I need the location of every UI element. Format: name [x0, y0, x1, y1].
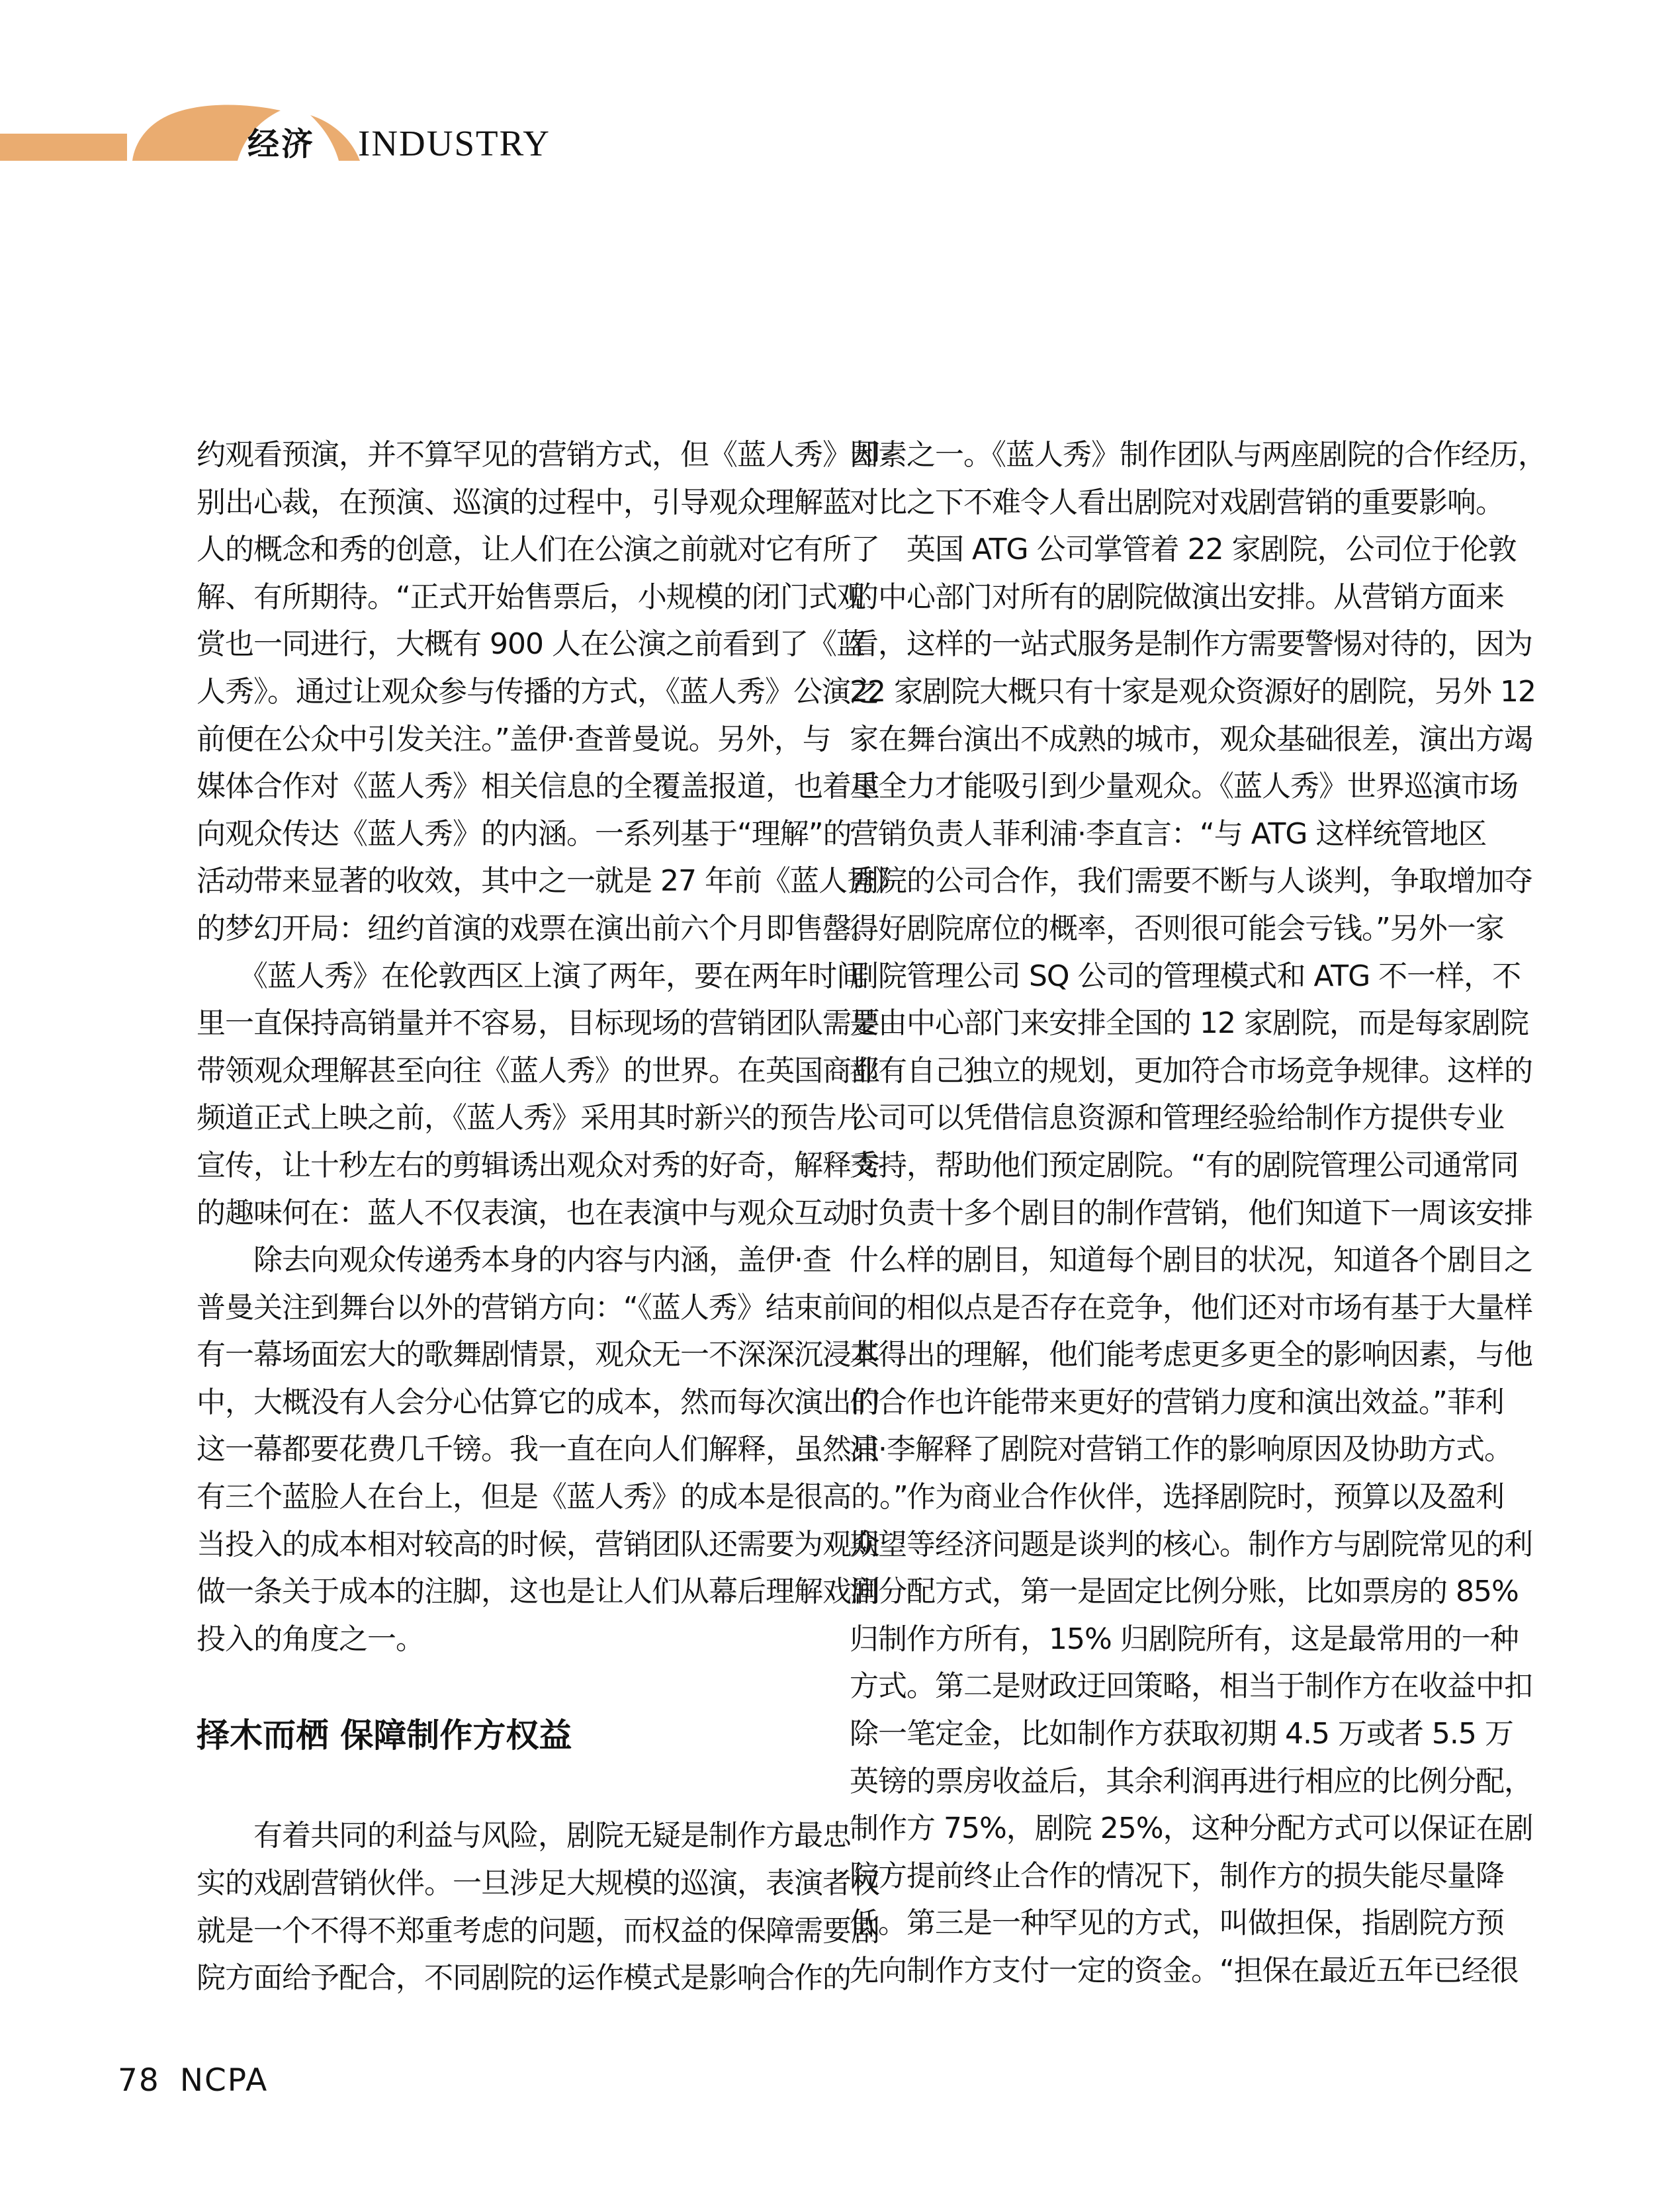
text-line: 是由中心部门来安排全国的 12 家剧院，而是每家剧院	[850, 1006, 1528, 1041]
text-line: 解、有所期待。“正式开始售票后，小规模的闭门式观	[197, 580, 865, 614]
text-line: 方式。第二是财政迂回策略，相当于制作方在收益中扣	[850, 1669, 1532, 1704]
text-line: 们合作也许能带来更好的营销力度和演出效益。”菲利	[850, 1385, 1504, 1419]
right-column-text-block	[850, 431, 1546, 1995]
text-line: 前便在公众中引发关注。”盖伊·查普曼说。另外，与	[197, 722, 831, 756]
section-category-en: INDUSTRY	[358, 123, 551, 163]
text-line: 的梦幻开局：纽约首演的戏票在演出前六个月即售罄。	[197, 911, 879, 945]
text-line: 的趣味何在：蓝人不仅表演，也在表演中与观众互动。	[197, 1196, 879, 1230]
text-line: 制作方 75%，剧院 25%，这种分配方式可以保证在剧	[850, 1812, 1533, 1846]
text-line: 剧院的公司合作，我们需要不断与人谈判，争取增加夺	[850, 864, 1532, 898]
text-line: 都有自己独立的规划，更加符合市场竞争规律。这样的	[850, 1053, 1532, 1088]
text-line: 润分配方式，第一是固定比例分账，比如票房的 85%	[850, 1575, 1519, 1609]
text-line: 院方面给予配合，不同剧院的运作模式是影响合作的	[197, 1961, 851, 1995]
text-line: 除去向观众传递秀本身的内容与内涵，盖伊·查	[197, 1243, 831, 1278]
text-line: 人秀》。通过让观众参与传播的方式，《蓝人秀》公演之	[197, 674, 879, 709]
text-line: 《蓝人秀》在伦敦西区上演了两年，要在两年时间	[197, 959, 865, 993]
text-line: 先向制作方支付一定的资金。“担保在最近五年已经很	[850, 1954, 1519, 1988]
text-line: 有三个蓝脸人在台上，但是《蓝人秀》的成本是很高的。”	[197, 1480, 908, 1514]
left-column-text-block	[197, 431, 908, 1663]
text-line: 中，大概没有人会分心估算它的成本，然而每次演出的	[197, 1385, 879, 1419]
text-line: 普曼关注到舞台以外的营销方向：“《蓝人秀》结束前	[197, 1290, 851, 1325]
text-line: 的中心部门对所有的剧院做演出安排。从营销方面来	[850, 580, 1504, 614]
text-line: 投入的角度之一。	[197, 1622, 424, 1656]
text-line: 22 家剧院大概只有十家是观众资源好的剧院，另外 12	[850, 674, 1536, 709]
header-swoosh-icon	[0, 0, 543, 198]
text-line: 赏也一同进行，大概有 900 人在公演之前看到了《蓝	[197, 627, 865, 662]
section-category-cn: 经济	[247, 126, 316, 163]
section-heading: 择木而栖 保障制作方权益	[197, 1716, 572, 1755]
text-line: 剧院管理公司 SQ 公司的管理模式和 ATG 不一样，不	[850, 959, 1521, 993]
text-line: 这一幕都要花费几千镑。我一直在向人们解释，虽然只	[197, 1432, 879, 1467]
text-line: 做一条关于成本的注脚，这也是让人们从幕后理解戏剧	[197, 1575, 879, 1609]
left-column-text-block-after-heading	[197, 1812, 879, 2001]
text-line: 低。第三是一种罕见的方式，叫做担保，指剧院方预	[850, 1906, 1504, 1941]
publication-name: NCPA	[179, 2062, 269, 2099]
text-line: 宣传，让十秒左右的剪辑诱出观众对秀的好奇，解释秀	[197, 1148, 879, 1182]
text-line: 归制作方所有，15% 归剧院所有，这是最常用的一种	[850, 1622, 1519, 1656]
text-line: 得好剧院席位的概率，否则很可能会亏钱。”另外一家	[850, 911, 1504, 945]
text-line: 媒体合作对《蓝人秀》相关信息的全覆盖报道，也着重	[197, 769, 879, 804]
text-line: 院方提前终止合作的情况下，制作方的损失能尽量降	[850, 1859, 1504, 1893]
text-line: 期望等经济问题是谈判的核心。制作方与剧院常见的利	[850, 1527, 1532, 1561]
text-line: 向观众传达《蓝人秀》的内涵。一系列基于“理解”的	[197, 816, 852, 851]
page-footer	[118, 2064, 268, 2097]
text-line: 看，这样的一站式服务是制作方需要警惕对待的，因为	[850, 627, 1532, 662]
text-line: 什么样的剧目，知道每个剧目的状况，知道各个剧目之	[850, 1243, 1532, 1278]
text-line: 家在舞台演出不成熟的城市，观众基础很差，演出方竭	[850, 722, 1532, 756]
text-line: 浦·李解释了剧院对营销工作的影响原因及协助方式。	[850, 1432, 1513, 1467]
text-line: 公司可以凭借信息资源和管理经验给制作方提供专业	[850, 1101, 1504, 1135]
page-number: 78	[118, 2062, 160, 2099]
text-line: 支持，帮助他们预定剧院。“有的剧院管理公司通常同	[850, 1148, 1519, 1182]
text-line: 因素之一。《蓝人秀》制作团队与两座剧院的合作经历，	[850, 438, 1546, 472]
text-line: 间的相似点是否存在竞争，他们还对市场有基于大量样	[850, 1290, 1532, 1325]
text-line: 有着共同的利益与风险，剧院无疑是制作方最忠	[197, 1819, 851, 1853]
text-line: 频道正式上映之前，《蓝人秀》采用其时新兴的预告片	[197, 1101, 865, 1135]
text-line: 时负责十多个剧目的制作营销，他们知道下一周该安排	[850, 1196, 1532, 1230]
text-line: 营销负责人菲利浦·李直言：“与 ATG 这样统管地区	[850, 816, 1487, 851]
text-line: 本得出的理解，他们能考虑更多更全的影响因素，与他	[850, 1338, 1532, 1372]
text-line: 除一笔定金，比如制作方获取初期 4.5 万或者 5.5 万	[850, 1717, 1513, 1751]
text-line: 里一直保持高销量并不容易，目标现场的营销团队需要	[197, 1006, 879, 1041]
text-line: 实的戏剧营销伙伴。一旦涉足大规模的巡演，表演者权	[197, 1866, 879, 1901]
text-line: 当投入的成本相对较高的时候，营销团队还需要为观众	[197, 1527, 879, 1561]
text-line: 英国 ATG 公司掌管着 22 家剧院，公司位于伦敦	[850, 533, 1517, 567]
text-line: 有一幕场面宏大的歌舞剧情景，观众无一不深深沉浸其	[197, 1338, 879, 1372]
text-line: 就是一个不得不郑重考虑的问题，而权益的保障需要剧	[197, 1913, 879, 1948]
text-line: 英镑的票房收益后，其余利润再进行相应的比例分配，	[850, 1764, 1532, 1798]
header-crescent-shape	[310, 115, 360, 161]
article-right-column	[850, 431, 1546, 1995]
text-line: 约观看预演，并不算罕见的营销方式，但《蓝人秀》却	[197, 438, 879, 472]
text-line: 作为商业合作伙伴，选择剧院时，预算以及盈利	[850, 1480, 1504, 1514]
text-line: 活动带来显著的收效，其中之一就是 27 年前《蓝人秀》	[197, 864, 904, 898]
text-line: 人的概念和秀的创意，让人们在公演之前就对它有所了	[197, 533, 879, 567]
header-bar-shape	[0, 134, 127, 161]
text-line: 别出心裁，在预演、巡演的过程中，引导观众理解蓝	[197, 485, 851, 519]
article-left-column	[197, 431, 908, 2002]
text-line: 对比之下不难令人看出剧院对戏剧营销的重要影响。	[850, 485, 1504, 519]
text-line: 带领观众理解甚至向往《蓝人秀》的世界。在英国商业	[197, 1053, 879, 1088]
text-line: 尽全力才能吸引到少量观众。《蓝人秀》世界巡演市场	[850, 769, 1518, 804]
